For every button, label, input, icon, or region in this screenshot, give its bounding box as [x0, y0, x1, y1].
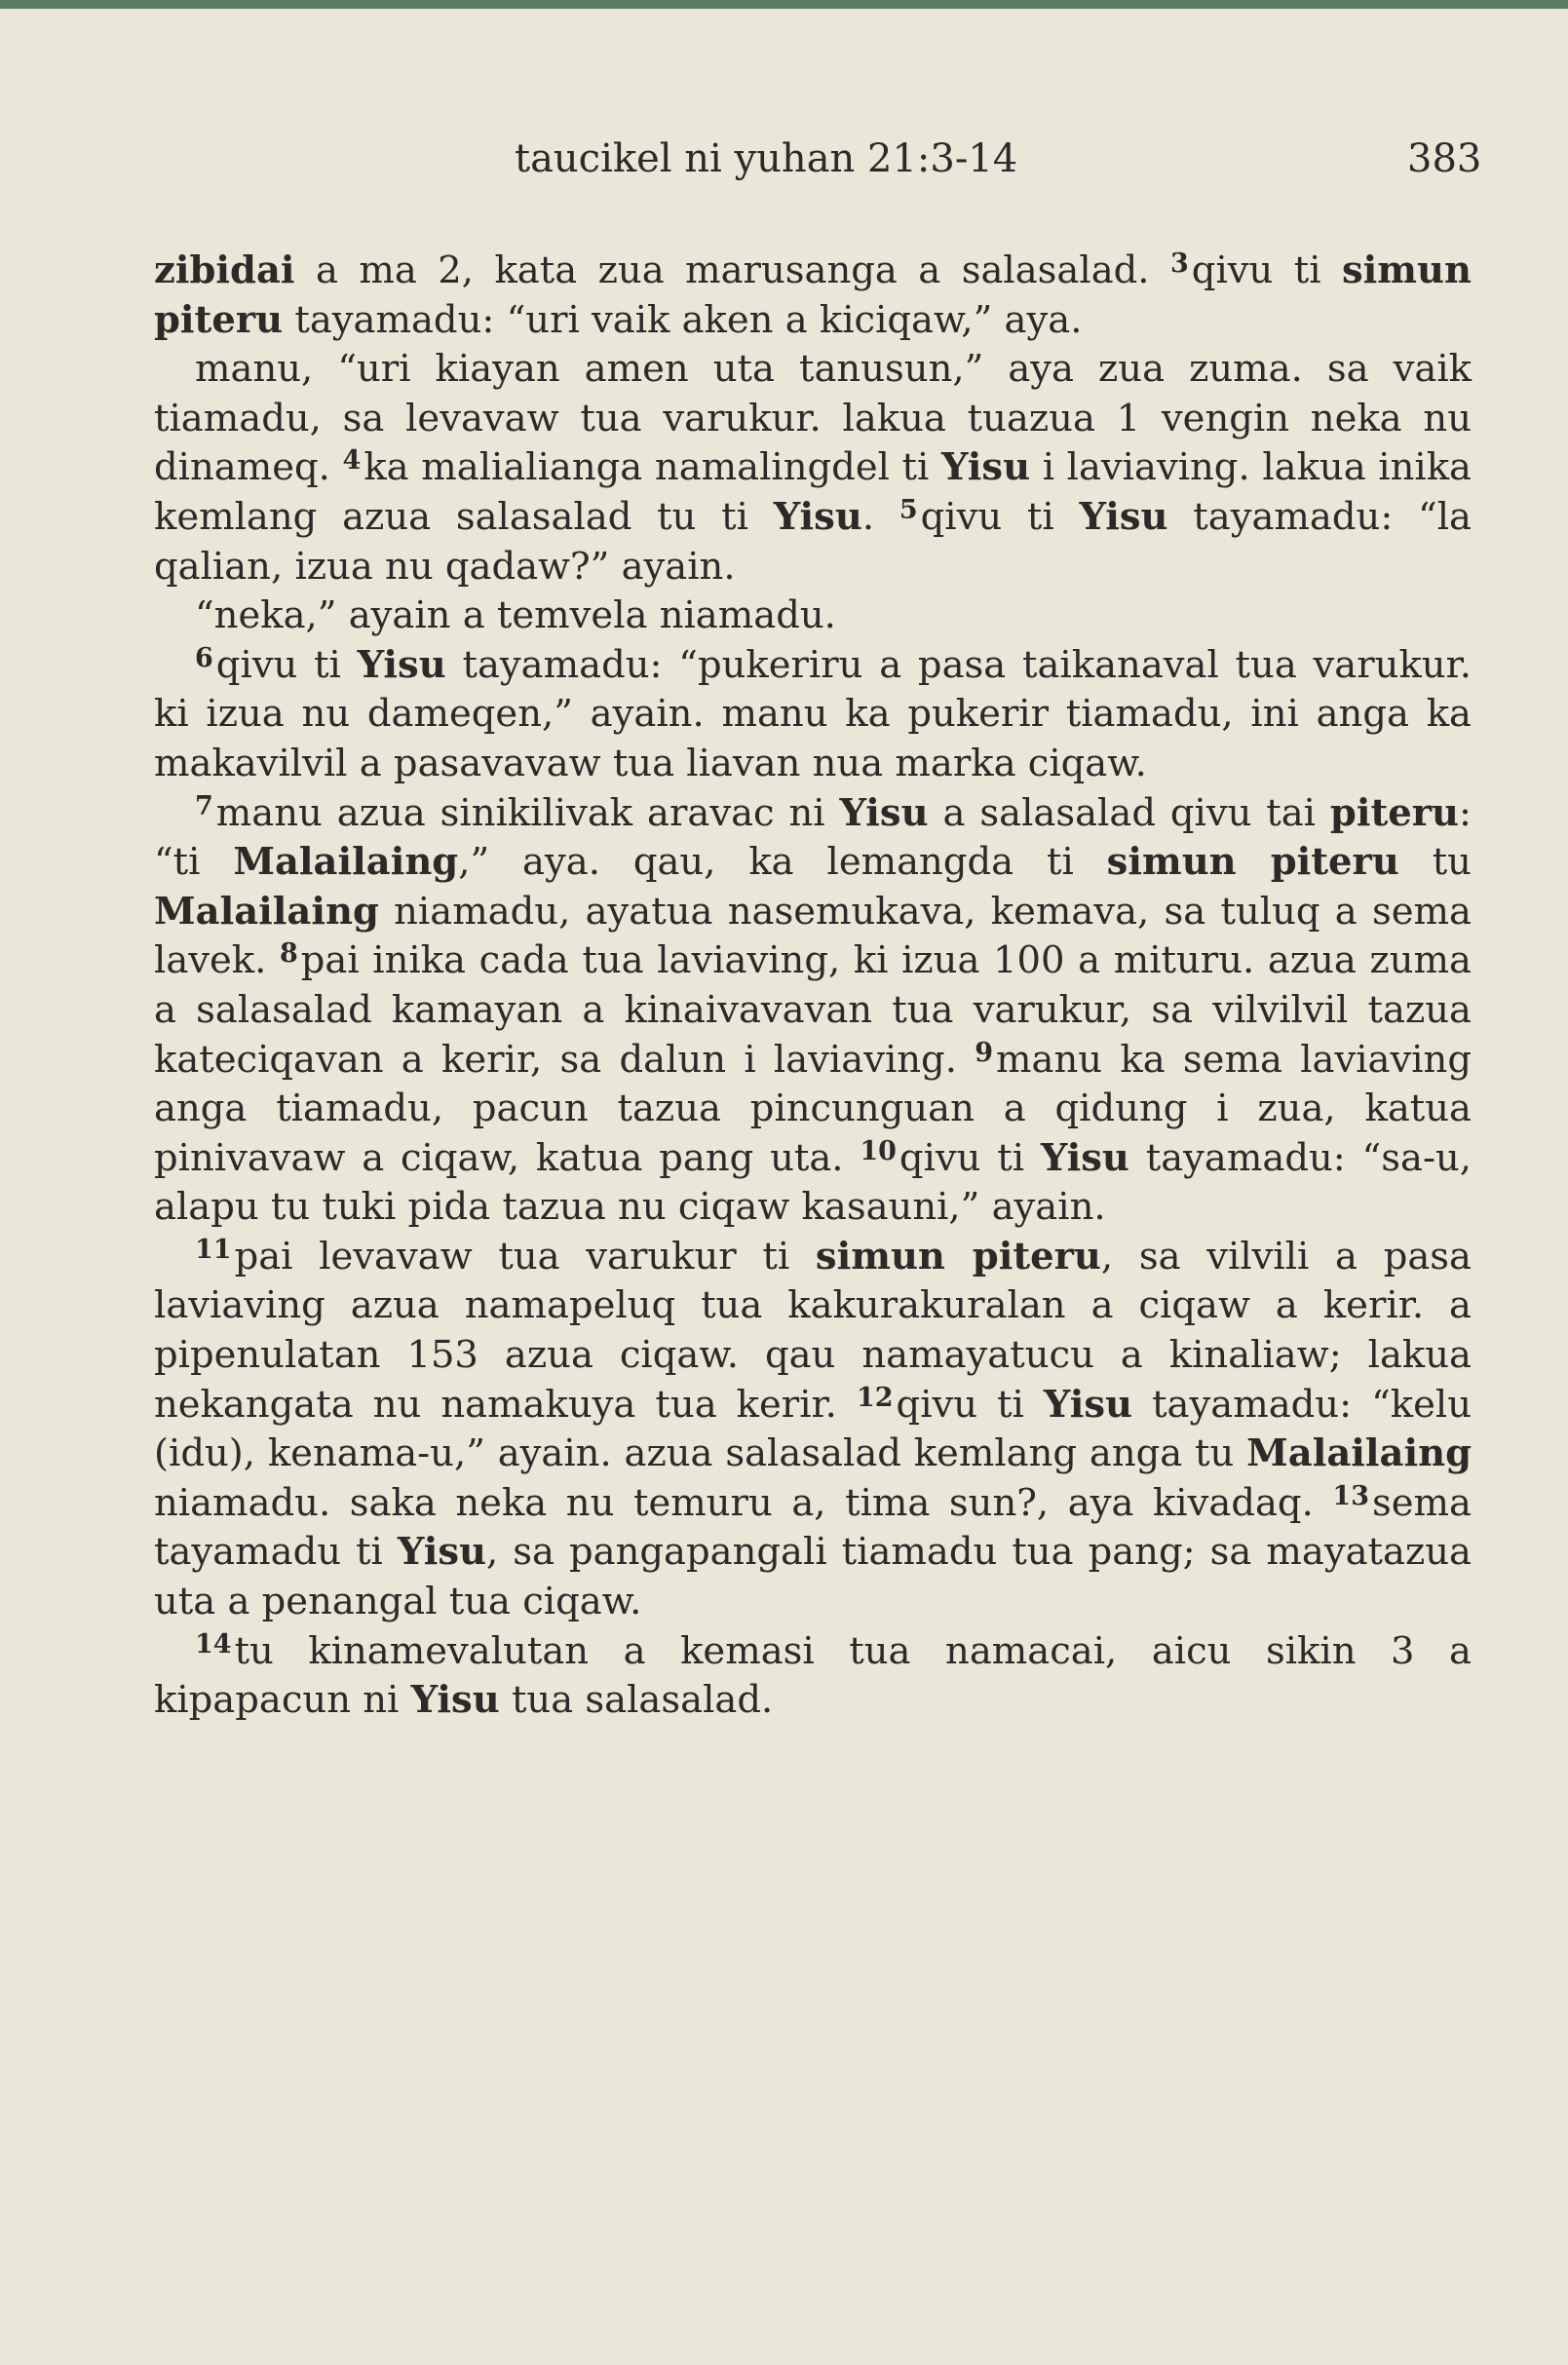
text-run: tu [1398, 840, 1472, 885]
verse-number: 13 [1332, 1480, 1369, 1511]
bold-name: Malailaing [1246, 1431, 1472, 1476]
text-run: ,” aya. qau, ka lemangda ti [458, 840, 1107, 885]
text-run: : “ti [154, 790, 1472, 885]
text-run: , sa vilvili a pasa laviaving azua namapeluq tua kakurakuralan a ciqaw a kerir. a pipenulatan 153 azua ciqaw. qau namayatucu a kinaliaw; lakua nekangata nu namakuya tua kerir. [154, 1234, 1472, 1427]
paragraph [154, 1233, 1472, 1627]
text-run: tua salasalad. [499, 1678, 774, 1723]
bold-name: Yisu [1043, 1382, 1133, 1427]
text-run: pai inika cada tua laviaving, ki izua 100 a mituru. azua zuma a salasalad kamayan a kinaivavavan tua varukur, sa vilvilvil tazua kateciqavan a kerir, sa dalun i laviaving. [154, 938, 1472, 1082]
text-run: qivu ti [899, 1135, 1041, 1180]
verse-number: 10 [860, 1135, 897, 1166]
verse-number: 11 [195, 1234, 232, 1265]
text-run: a salasalad qivu tai [928, 790, 1330, 835]
bold-name: Malailaing [233, 840, 459, 885]
verse-number: 9 [975, 1037, 994, 1068]
paragraph [154, 641, 1472, 789]
text-run: i laviaving. lakua inika kemlang azua salasalad tu ti [154, 445, 1472, 539]
text-run: manu azua sinikilivak aravac ni [215, 790, 840, 835]
verse-number: 7 [195, 790, 213, 821]
text-run: sema tayamadu ti [154, 1480, 1472, 1575]
text-run: tayamadu: “pukeriru a pasa taikanaval tua varukur. ki izua nu dameqen,” ayain. manu ka pukerir tiamadu, ini anga ka makavilvil a pasavavaw tua liavan nua marka ciqaw. [154, 642, 1472, 785]
text-run: niamadu. saka neka nu temuru a, tima sun?, aya kivadaq. [154, 1480, 1333, 1525]
bold-name: simun piteru [154, 248, 1472, 342]
verse-number: 5 [899, 494, 918, 525]
bold-name: Yisu [773, 494, 862, 539]
verse-number: 8 [279, 938, 298, 970]
text-run: ka malialianga namalingdel ti [363, 445, 941, 490]
verse-number: 6 [195, 642, 213, 673]
text-run: , sa pangapangali tiamadu tua pang; sa mayatazua uta a penangal tua ciqaw. [154, 1530, 1472, 1624]
bold-name: Yisu [940, 445, 1031, 490]
text-run: tu kinamevalutan a kemasi tua namacai, aicu sikin 3 a kipapacun ni [154, 1628, 1472, 1723]
text-run: tayamadu: “kelu (idu), kenama-u,” ayain. azua salasalad kemlang anga tu [154, 1382, 1472, 1476]
scripture-text [154, 247, 1472, 1726]
bold-name: Yisu [1079, 494, 1168, 539]
bold-name: zibidai [154, 248, 295, 292]
text-run: manu ka sema laviaving anga tiamadu, pacun tazua pincunguan a qidung i zua, katua pinivavaw a ciqaw, katua pang uta. [154, 1037, 1472, 1180]
bold-name: Yisu [1040, 1135, 1129, 1180]
verse-number: 3 [1170, 248, 1189, 279]
bold-name: Yisu [839, 790, 929, 835]
text-run: a ma 2, kata zua marusanga a salasalad. [294, 248, 1170, 292]
text-run: tayamadu: “sa-u, alapu tu tuki pida tazua nu ciqaw kasauni,” ayain. [154, 1135, 1472, 1230]
paragraph [154, 591, 1472, 641]
text-run: niamadu, ayatua nasemukava, kemava, sa tuluq a sema lavek. [154, 889, 1472, 983]
text-run: qivu ti [215, 642, 358, 687]
text-run: pai levavaw tua varukur ti [234, 1234, 816, 1278]
bold-name: Malailaing [154, 889, 379, 934]
paragraph [154, 1627, 1472, 1726]
text-run: “neka,” ayain a temvela niamadu. [195, 593, 836, 638]
running-header [0, 136, 1568, 195]
bold-name: Yisu [410, 1678, 500, 1723]
text-run: qivu ti [920, 494, 1080, 539]
verse-number: 14 [195, 1628, 232, 1659]
text-run: qivu ti [1191, 248, 1342, 292]
page-number: 383 [1407, 136, 1482, 181]
bold-name: simun piteru [1106, 840, 1399, 885]
bold-name: Yisu [357, 642, 446, 687]
paragraph [154, 247, 1472, 345]
bold-name: simun piteru [815, 1234, 1101, 1278]
verse-number: 12 [856, 1382, 894, 1413]
text-run: qivu ti [896, 1382, 1044, 1427]
text-run: manu, “uri kiayan amen uta tanusun,” aya zua zuma. sa vaik tiamadu, sa levavaw tua varukur. lakua tuazua 1 vengin neka nu dinameq. [154, 347, 1472, 490]
paragraph [154, 345, 1472, 591]
bold-name: Yisu [397, 1530, 486, 1575]
verse-number: 4 [342, 445, 362, 477]
bold-name: piteru [1329, 790, 1460, 835]
paragraph [154, 789, 1472, 1233]
text-run: . [861, 494, 899, 539]
text-run: tayamadu: “uri vaik aken a kiciqaw,” aya. [283, 297, 1083, 342]
text-run: tayamadu: “la qalian, izua nu qadaw?” ayain. [154, 494, 1472, 589]
chapter-title: taucikel ni yuhan 21:3-14 [515, 136, 1018, 181]
